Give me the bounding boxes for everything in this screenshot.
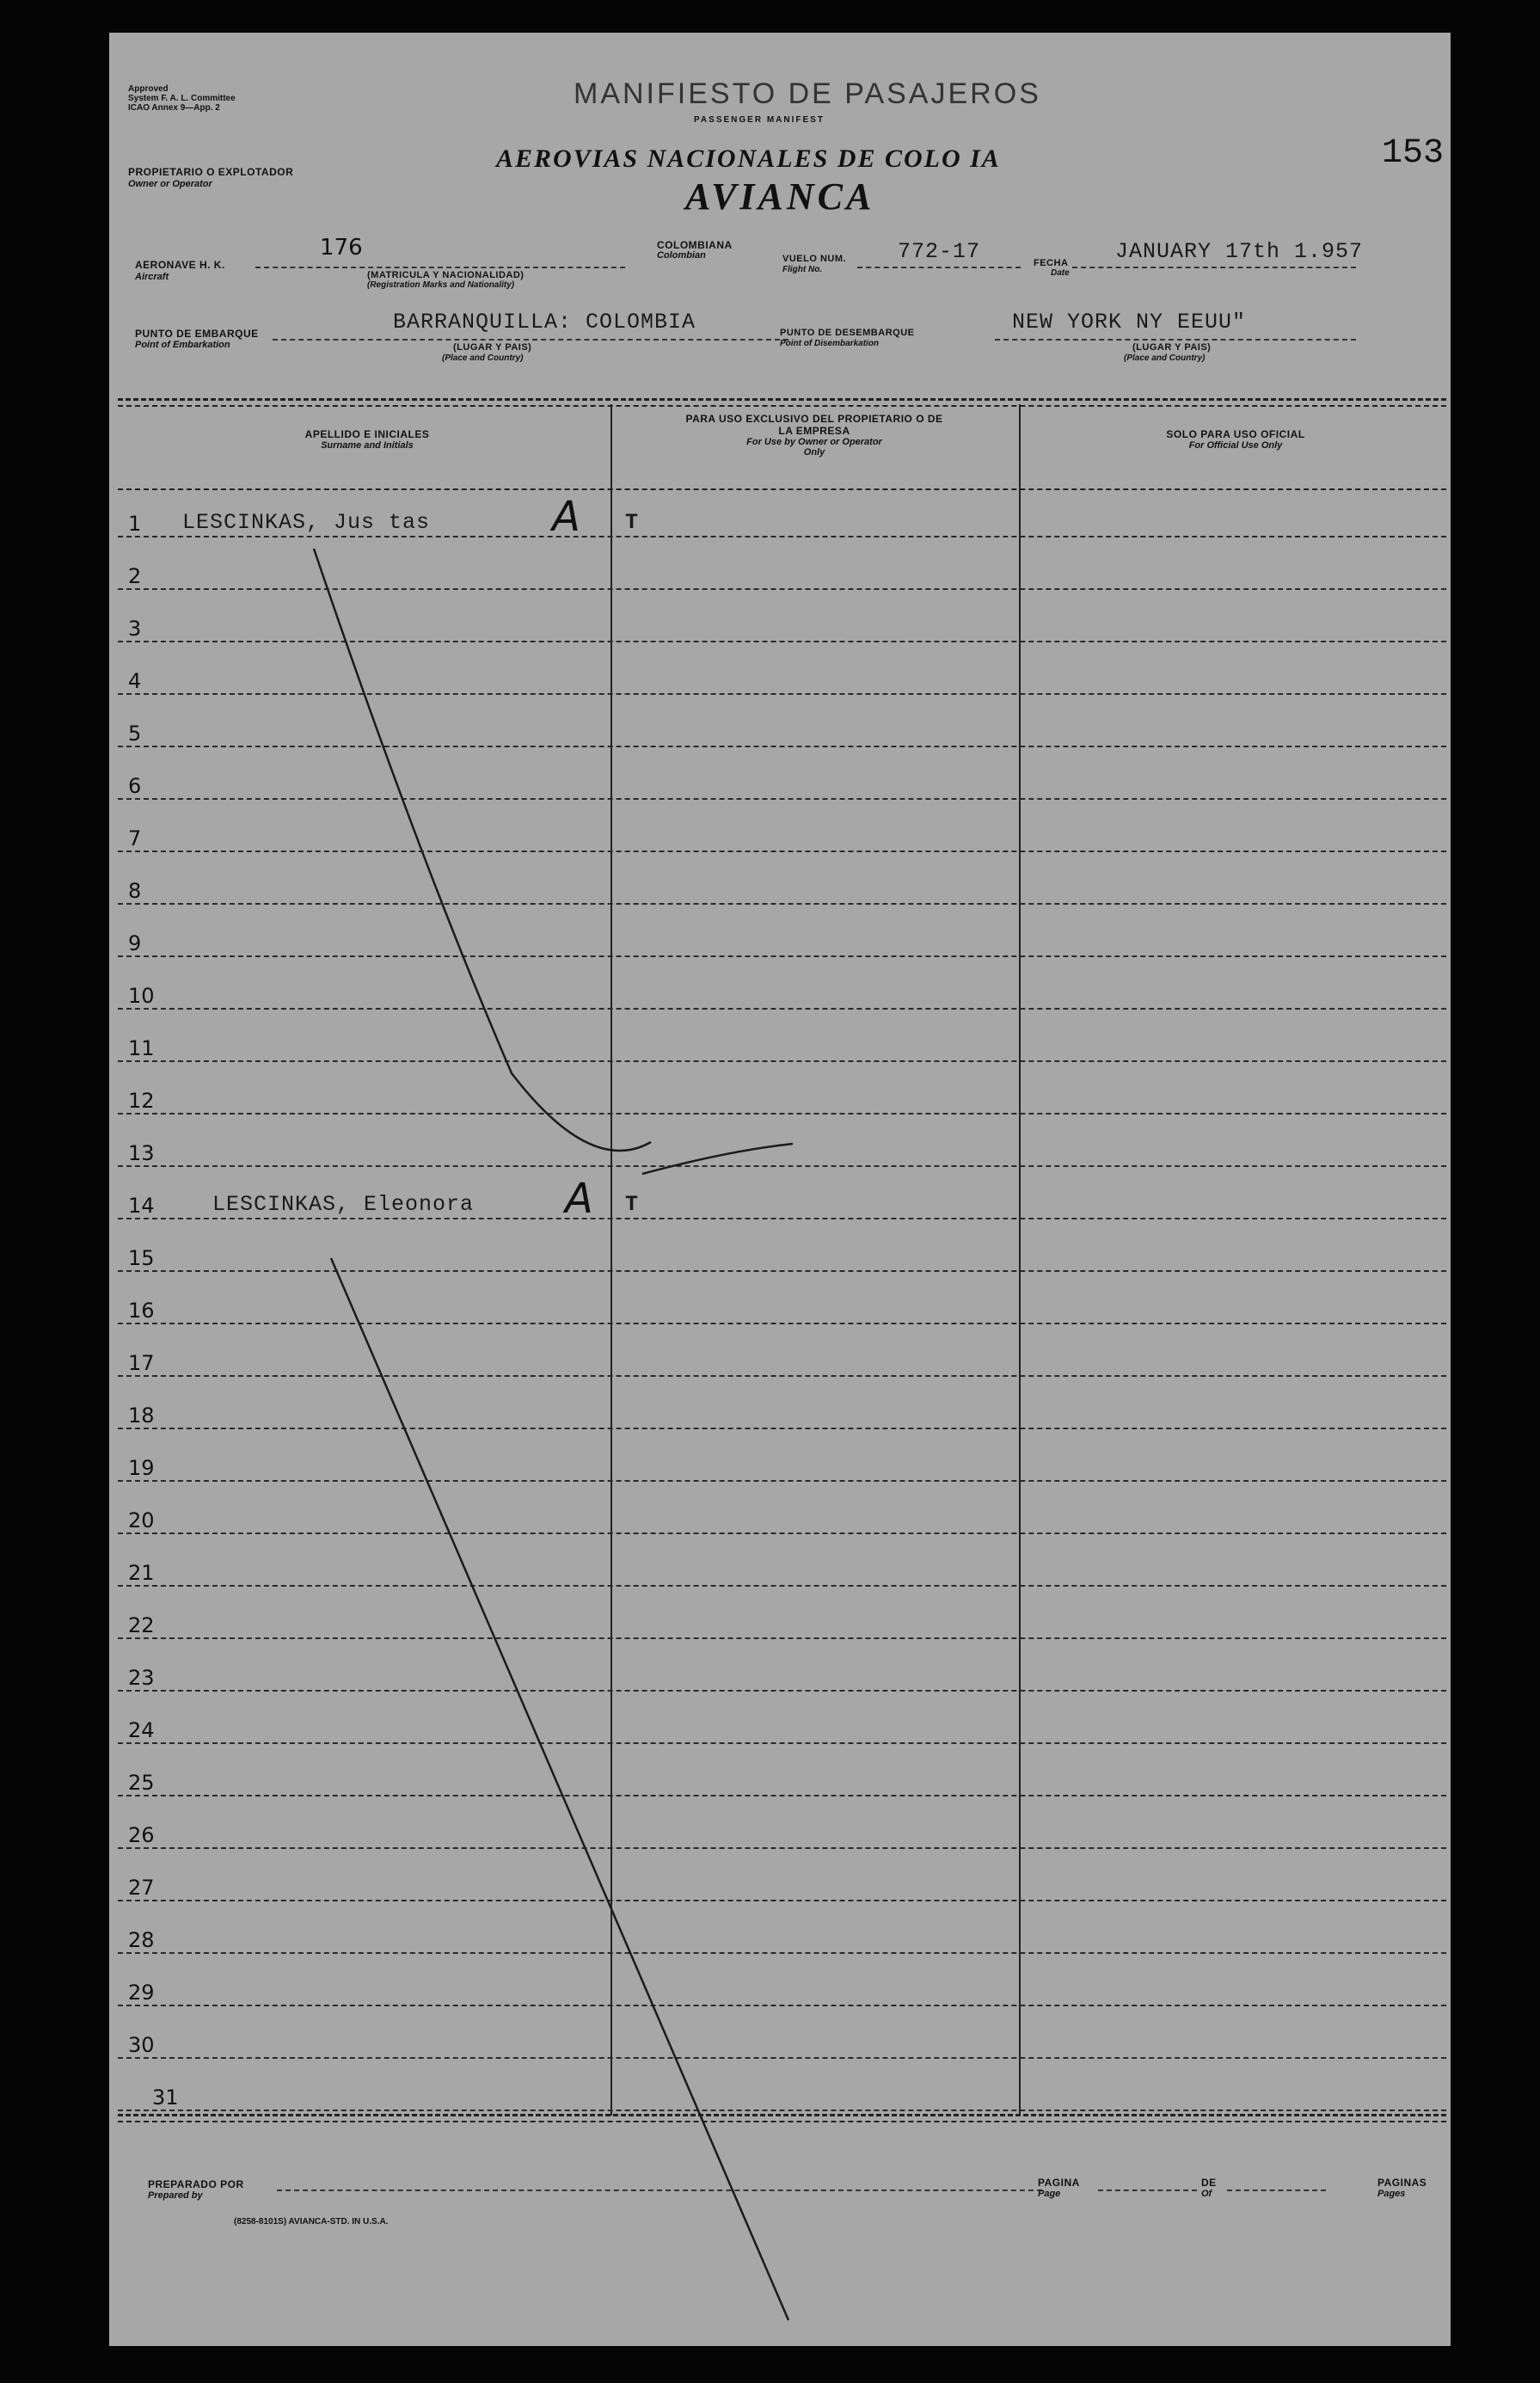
row-number: 16 (128, 1299, 155, 1323)
row-number: 11 (128, 1036, 155, 1060)
nationality-label: COLOMBIANA (657, 239, 733, 251)
row-number: 5 (128, 722, 142, 746)
col3-title: SOLO PARA USO OFICIAL (1166, 428, 1305, 440)
disembark-place-label: (LUGAR Y PAIS) (1132, 342, 1212, 353)
flight-label-en: Flight No. (782, 265, 823, 274)
owner-label-en: Owner or Operator (128, 179, 212, 189)
disembark-label-en: Point of Disembarkation (780, 339, 880, 348)
row-number: 19 (128, 1456, 155, 1480)
prepared-label-en: Prepared by (148, 2190, 203, 2201)
row-number: 3 (128, 617, 142, 641)
row-number: 17 (128, 1351, 155, 1375)
row-number: 31 (152, 2085, 179, 2110)
aircraft-label-en: Aircraft (135, 272, 169, 282)
row-number: 9 (128, 931, 142, 955)
row-number: 24 (128, 1718, 155, 1742)
print-code: (8258-8101S) AVIANCA-STD. IN U.S.A. (234, 2217, 389, 2226)
col2-title: PARA USO EXCLUSIVO DEL PROPIETARIO O DE LA EMPRESA (685, 413, 943, 437)
handwritten-mark: A (565, 1175, 593, 1223)
manifest-sheet (109, 33, 1451, 2346)
row-number: 27 (128, 1876, 155, 1900)
operator-code: T (625, 510, 640, 535)
row-number: 30 (128, 2033, 155, 2057)
col2-title-en: For Use by Owner or Operator Only (746, 437, 882, 458)
pen-stroke-2 (642, 1144, 793, 1174)
registration-label-en: (Registration Marks and Nationality) (367, 280, 515, 290)
approved-text: Approved (128, 84, 169, 94)
row-number: 28 (128, 1928, 155, 1952)
date-value: JANUARY 17th 1.957 (1115, 239, 1364, 264)
embark-value: BARRANQUILLA: COLOMBIA (393, 310, 696, 335)
embark-label: PUNTO DE EMBARQUE (135, 328, 259, 340)
row-number: 13 (128, 1141, 155, 1165)
aircraft-value: 176 (320, 235, 363, 261)
airline-name: AEROVIAS NACIONALES DE COLO IA (496, 144, 1001, 173)
owner-label: PROPIETARIO O EXPLOTADOR (128, 166, 294, 178)
passenger-name: LESCINKAS, Eleonora (212, 1192, 475, 1217)
row-number: 25 (128, 1771, 155, 1795)
row-number: 8 (128, 879, 142, 903)
registration-label: (MATRICULA Y NACIONALIDAD) (367, 270, 525, 280)
col1-title: APELLIDO E INICIALES (304, 428, 430, 440)
row-number: 12 (128, 1089, 155, 1113)
col3-title-en: For Official Use Only (1188, 440, 1283, 451)
page-label: PAGINA (1038, 2177, 1080, 2189)
form-title: MANIFIESTO DE PASAJEROS (574, 77, 1041, 110)
pages-label: PAGINAS (1377, 2177, 1427, 2189)
flight-label: VUELO NUM. (782, 254, 847, 264)
embark-place-label: (LUGAR Y PAIS) (453, 342, 532, 353)
row-number: 1 (128, 512, 142, 536)
page-label-en: Page (1038, 2189, 1061, 2199)
cancellation-strokes (109, 33, 1451, 2346)
airline-brand: AVIANCA (685, 175, 875, 218)
prepared-label: PREPARADO POR (148, 2178, 244, 2190)
icao-text: ICAO Annex 9—App. 2 (128, 103, 220, 113)
row-number: 7 (128, 826, 142, 851)
of-label: DE (1201, 2177, 1217, 2189)
disembark-place-label-en: (Place and Country) (1124, 353, 1206, 363)
row-number: 29 (128, 1981, 155, 2005)
col1-title-en: Surname and Initials (321, 440, 414, 451)
row-number: 21 (128, 1561, 155, 1585)
row-number: 4 (128, 669, 142, 693)
aircraft-label: AERONAVE H. K. (135, 259, 225, 271)
pen-stroke-1 (314, 549, 651, 1151)
form-title-en: PASSENGER MANIFEST (694, 115, 825, 125)
row-number: 6 (128, 774, 142, 798)
pen-stroke-3 (331, 1258, 788, 2320)
pages-label-en: Pages (1377, 2189, 1406, 2199)
row-number: 14 (128, 1194, 155, 1218)
nationality-label-en: Colombian (657, 250, 706, 261)
handwritten-mark: A (552, 493, 580, 541)
disembark-label: PUNTO DE DESEMBARQUE (780, 328, 915, 338)
committee-text: System F. A. L. Committee (128, 94, 236, 103)
date-label-en: Date (1051, 268, 1070, 278)
row-number: 18 (128, 1403, 155, 1428)
row-number: 20 (128, 1508, 155, 1532)
embark-label-en: Point of Embarkation (135, 340, 230, 350)
disembark-value: NEW YORK NY EEUU" (1012, 310, 1247, 335)
row-number: 10 (128, 984, 155, 1008)
operator-code: T (625, 1192, 640, 1217)
page-stamp: 153 (1382, 134, 1445, 173)
of-label-en: Of (1201, 2189, 1212, 2199)
date-label: FECHA (1034, 258, 1069, 268)
flight-value: 772-17 (898, 239, 981, 264)
row-number: 23 (128, 1666, 155, 1690)
embark-place-label-en: (Place and Country) (442, 353, 524, 363)
row-number: 15 (128, 1246, 155, 1270)
row-number: 22 (128, 1613, 155, 1637)
row-number: 26 (128, 1823, 155, 1847)
passenger-name: LESCINKAS, Jus tas (182, 510, 431, 535)
row-number: 2 (128, 564, 142, 588)
